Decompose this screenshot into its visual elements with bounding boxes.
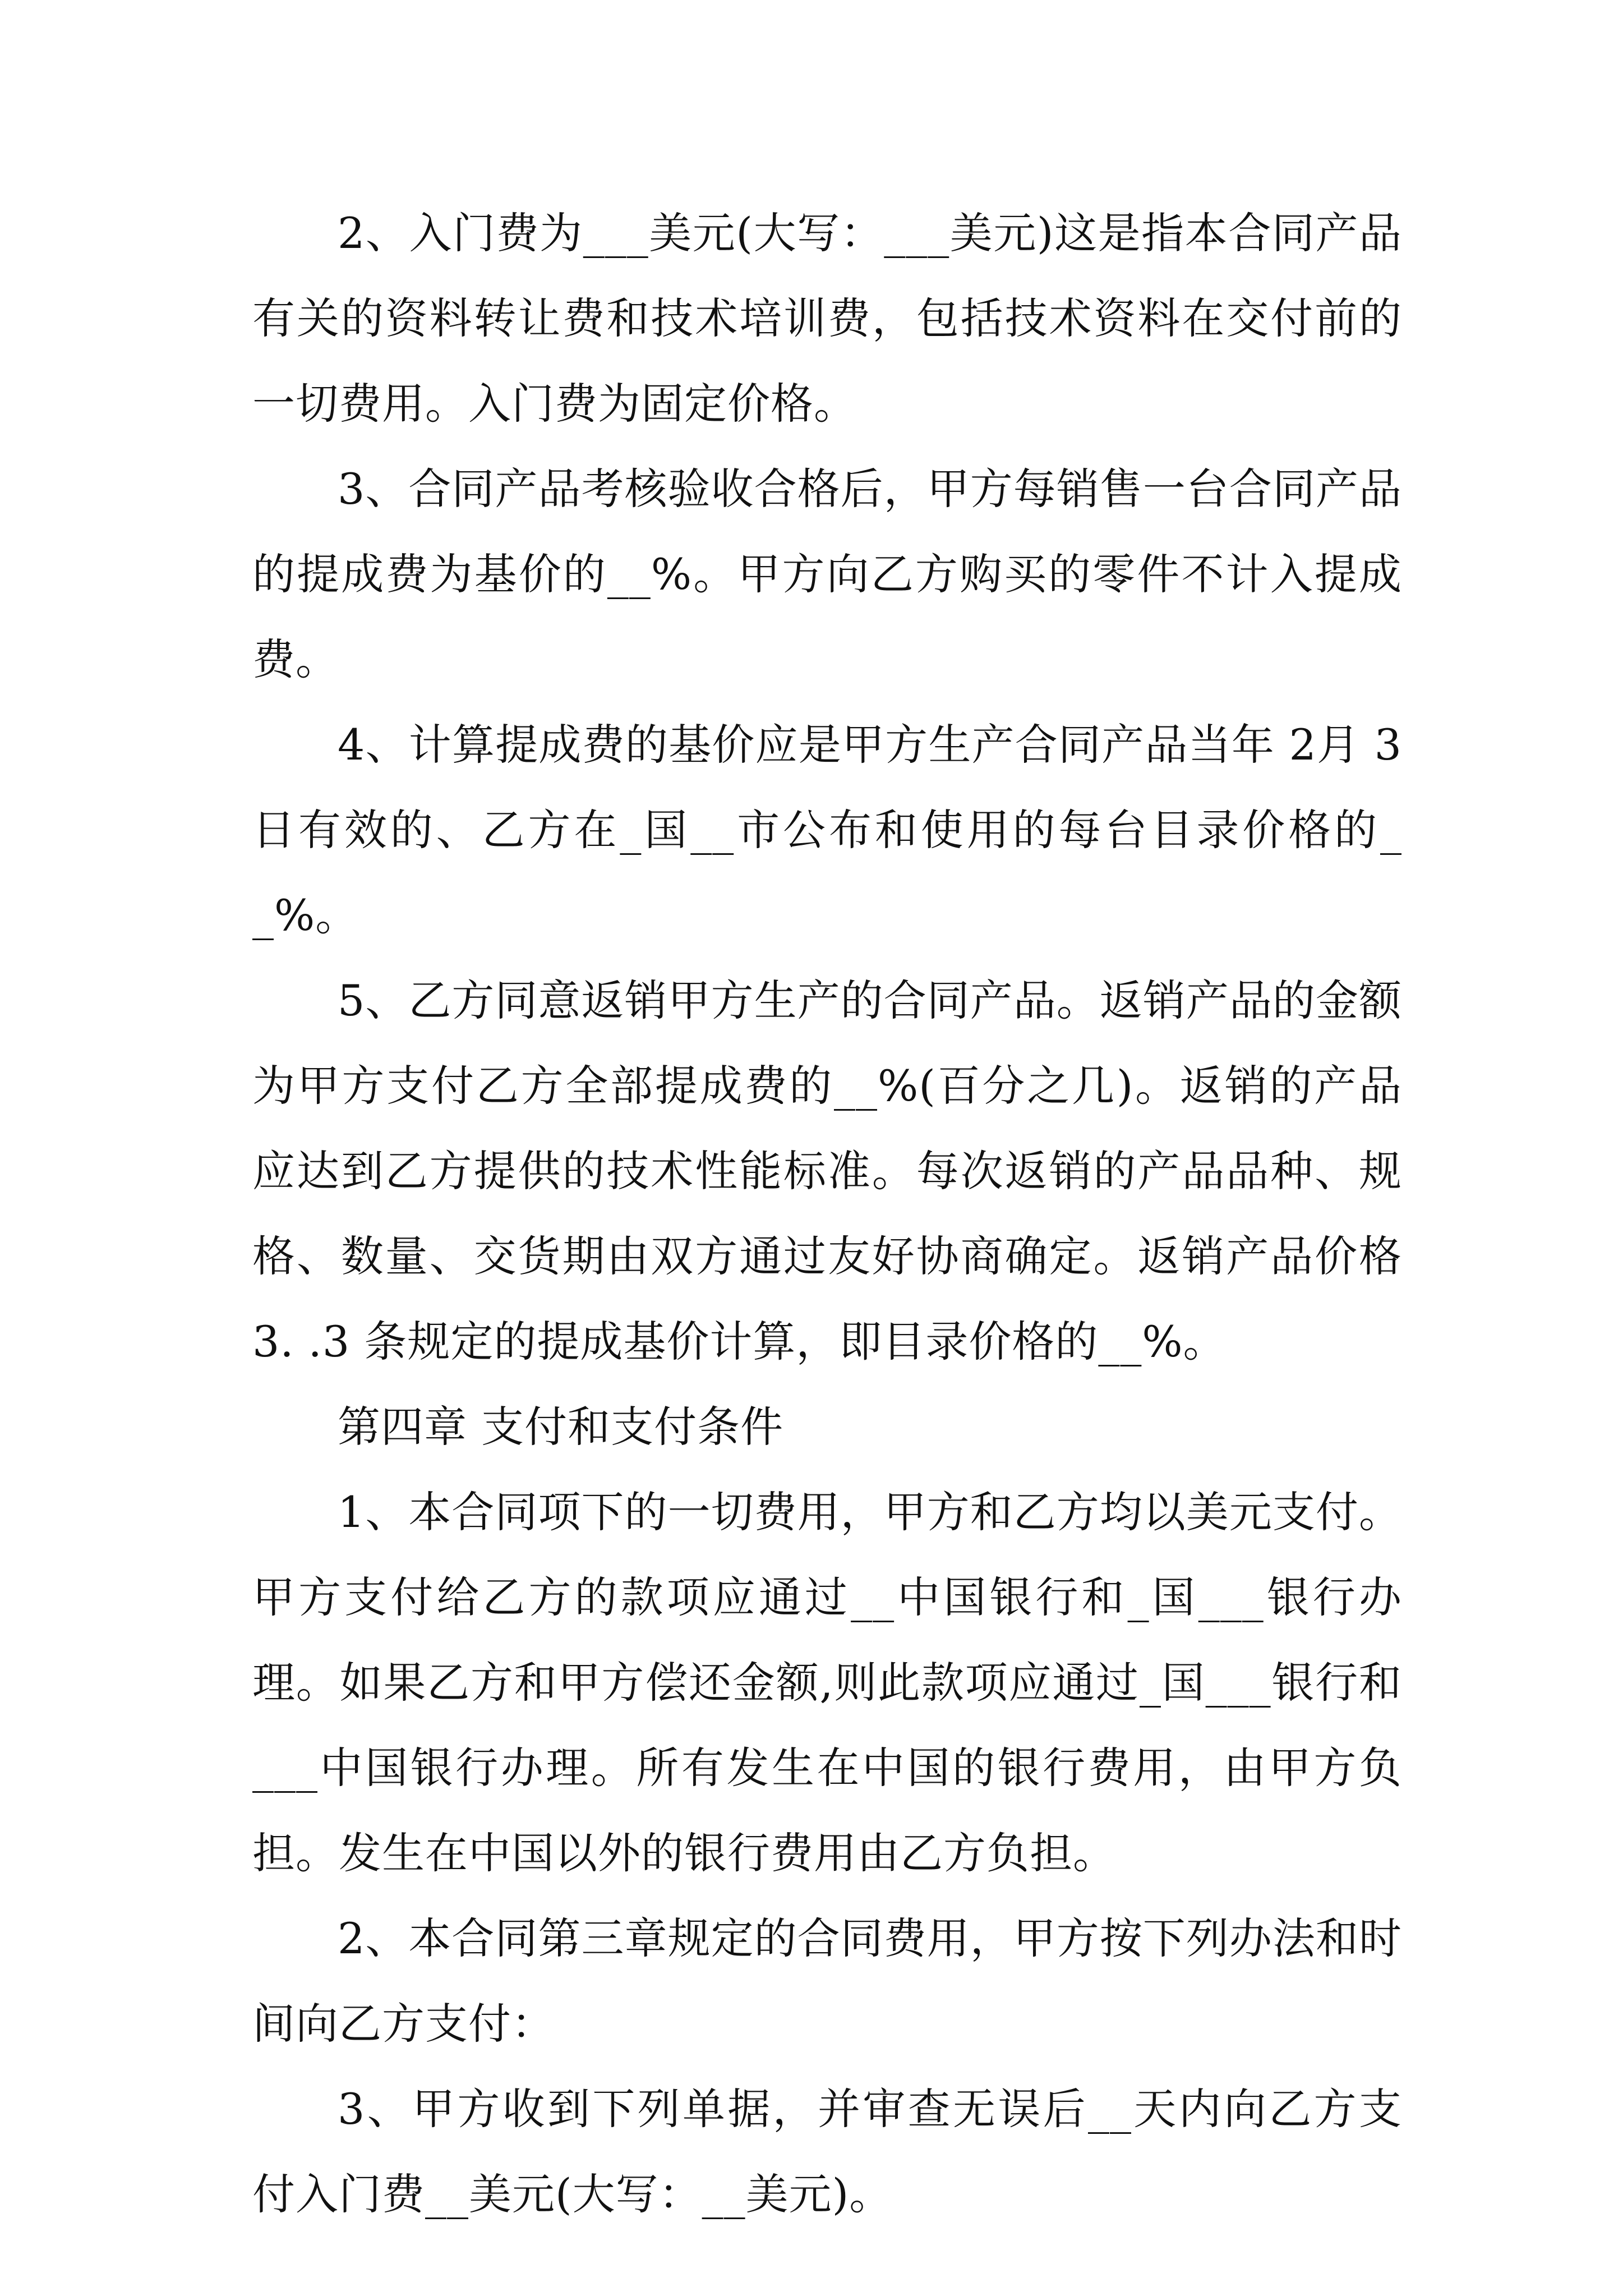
paragraph-base-price: 4、计算提成费的基价应是甲方生产合同产品当年 2月 3 日有效的、乙方在_国__市公布和使用的每台目录价格的__%。 (252, 720, 1402, 940)
paragraph-royalty-rate: 3、合同产品考核验收合格后，甲方每销售一台合同产品的提成费为基价的__%。甲方向乙方购买的零件不计入提成费。 (252, 464, 1402, 684)
document-body (252, 191, 1402, 2237)
chapter-heading: 第四章 支付和支付条件 (338, 1402, 784, 1452)
paragraph-entry-fee: 2、入门费为___美元(大写：___美元)这是指本合同产品有关的资料转让费和技术培训费，包括技术资料在交付前的一切费用。入门费为固定价格。 (252, 208, 1402, 429)
paragraph-entry-fee-payment: 3、甲方收到下列单据，并审查无误后__天内向乙方支付入门费__美元(大写：__美元)。 (252, 2084, 1402, 2219)
paragraph-payment-currency: 1、本合同项下的一切费用，甲方和乙方均以美元支付。甲方支付给乙方的款项应通过__中国银行和_国___银行办理。如果乙方和甲方偿还金额,则此款项应通过_国___银行和___中国银行办理。所有发生在中国的银行费用，由甲方负担。发生在中国以外的银行费用由乙方负担。 (252, 1487, 1402, 1878)
paragraph-payment-method: 2、本合同第三章规定的合同费用，甲方按下列办法和时间向乙方支付： (252, 1913, 1402, 2049)
paragraph-buyback: 5、乙方同意返销甲方生产的合同产品。返销产品的金额为甲方支付乙方全部提成费的__%(百分之几)。返销的产品应达到乙方提供的技术性能标准。每次返销的产品品种、规格、数量、交货期由双方通过友好协商确定。返销产品价格 3. .3 条规定的提成基价计算，即目录价格的__%。 (252, 976, 1402, 1366)
